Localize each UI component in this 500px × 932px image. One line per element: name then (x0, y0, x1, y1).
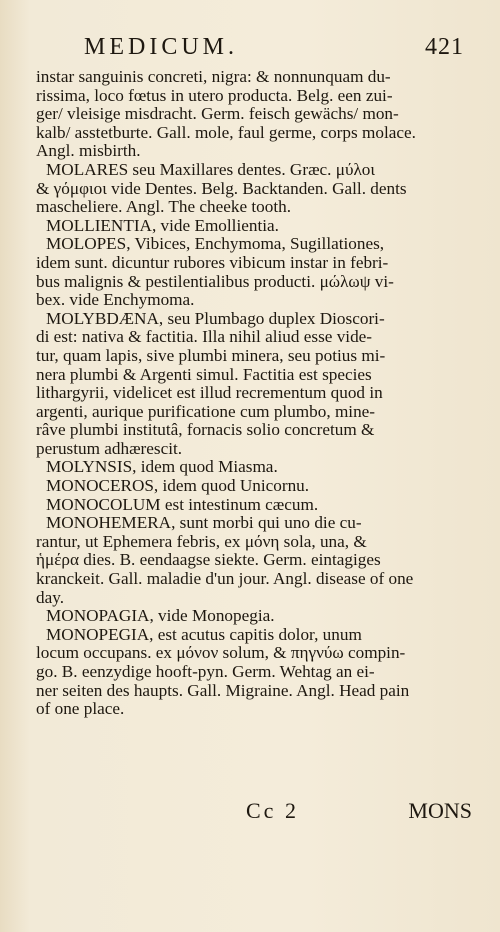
text-line: idem sunt. dicuntur rubores vibicum instar in febri- (36, 253, 389, 272)
text-line: tur, quam lapis, sive plumbi minera, seu potius mi- (36, 346, 386, 365)
text-line: lithargyrii, videlicet est illud recrementum quod in (36, 384, 383, 403)
text-line: day. (36, 588, 64, 607)
text-line: argenti, aurique purificatione cum plumbo, mine- (36, 402, 376, 421)
page-number: 421 (425, 34, 464, 60)
text-line: nera plumbi & Argenti simul. Factitia est species (36, 365, 372, 384)
text-line: kalb/ asstetburte. Gall. mole, faul germe, corps molace. (36, 123, 416, 142)
entry-molopes: MOLOPES, Vibices, Enchymoma, Sugillationes, (46, 235, 385, 254)
signature-mark: Cc 2 (246, 798, 299, 823)
text-line: ἡμέρα dies. B. eendaagse siekte. Germ. eintagiges (36, 551, 381, 570)
text-line: Angl. misbirth. (36, 142, 141, 161)
text-line: ner seiten des haupts. Gall. Migraine. Angl. Head pain (36, 681, 410, 700)
text-line: & γόμφιοι vide Dentes. Belg. Backtanden. Gall. dents (36, 179, 407, 198)
entry-monopagia: MONOPAGIA, vide Monopegia. (46, 607, 275, 626)
running-header (84, 34, 464, 64)
text-line: râve plumbi institutâ, fornacis solio concretum & (36, 421, 375, 440)
text-body (36, 68, 472, 719)
text-line: mascheliere. Angl. The cheeke tooth. (36, 198, 292, 217)
text-line: go. B. eenzydige hooft-pyn. Germ. Wehtag an ei- (36, 663, 375, 681)
text-line: instar sanguinis concreti, nigra: & nonnunquam du- (36, 68, 391, 86)
text-line: of one place. (36, 700, 125, 719)
entry-monoceros: MONOCEROS, idem quod Unicornu. (46, 477, 310, 496)
running-title: MEDICUM. (84, 34, 239, 60)
text-line: di est: nativa & factitia. Illa nihil aliud esse vide- (36, 328, 373, 347)
page-footer (36, 798, 472, 828)
entry-molybdaena: MOLYBDÆNA, seu Plumbago duplex Dioscori- (46, 309, 385, 328)
text-line: ger/ vleisige misdracht. Germ. feisch gewächs/ mon- (36, 105, 399, 124)
entry-molares: MOLARES seu Maxillares dentes. Græc. μύλοι (46, 160, 376, 179)
text-line: perustum adhærescit. (36, 439, 183, 458)
entry-mollientia: MOLLIENTIA, vide Emollientia. (46, 216, 279, 235)
entry-monohemera: MONOHEMERA, sunt morbi qui uno die cu- (46, 514, 362, 533)
entry-molynsis: MOLYNSIS, idem quod Miasma. (46, 458, 278, 477)
text-line: bex. vide Enchymoma. (36, 291, 195, 310)
text-line: kranckeit. Gall. maladie d'un jour. Angl. disease of one (36, 570, 414, 589)
entry-monocolum: MONOCOLUM est intestinum cæcum. (46, 495, 319, 514)
text-line: locum occupans. ex μόνον solum, & πηγνύω compin- (36, 644, 406, 663)
text-line: bus malignis & pestilentialibus producti. μώλωψ vi- (36, 272, 394, 291)
text-line: rantur, ut Ephemera febris, ex μόνη sola, una, & (36, 532, 367, 551)
entry-monopegia: MONOPEGIA, est acutus capitis dolor, unum (46, 625, 362, 644)
text-line: rissima, loco fœtus in utero producta. Belg. een zui- (36, 86, 393, 105)
catchword: MONS (408, 798, 472, 823)
